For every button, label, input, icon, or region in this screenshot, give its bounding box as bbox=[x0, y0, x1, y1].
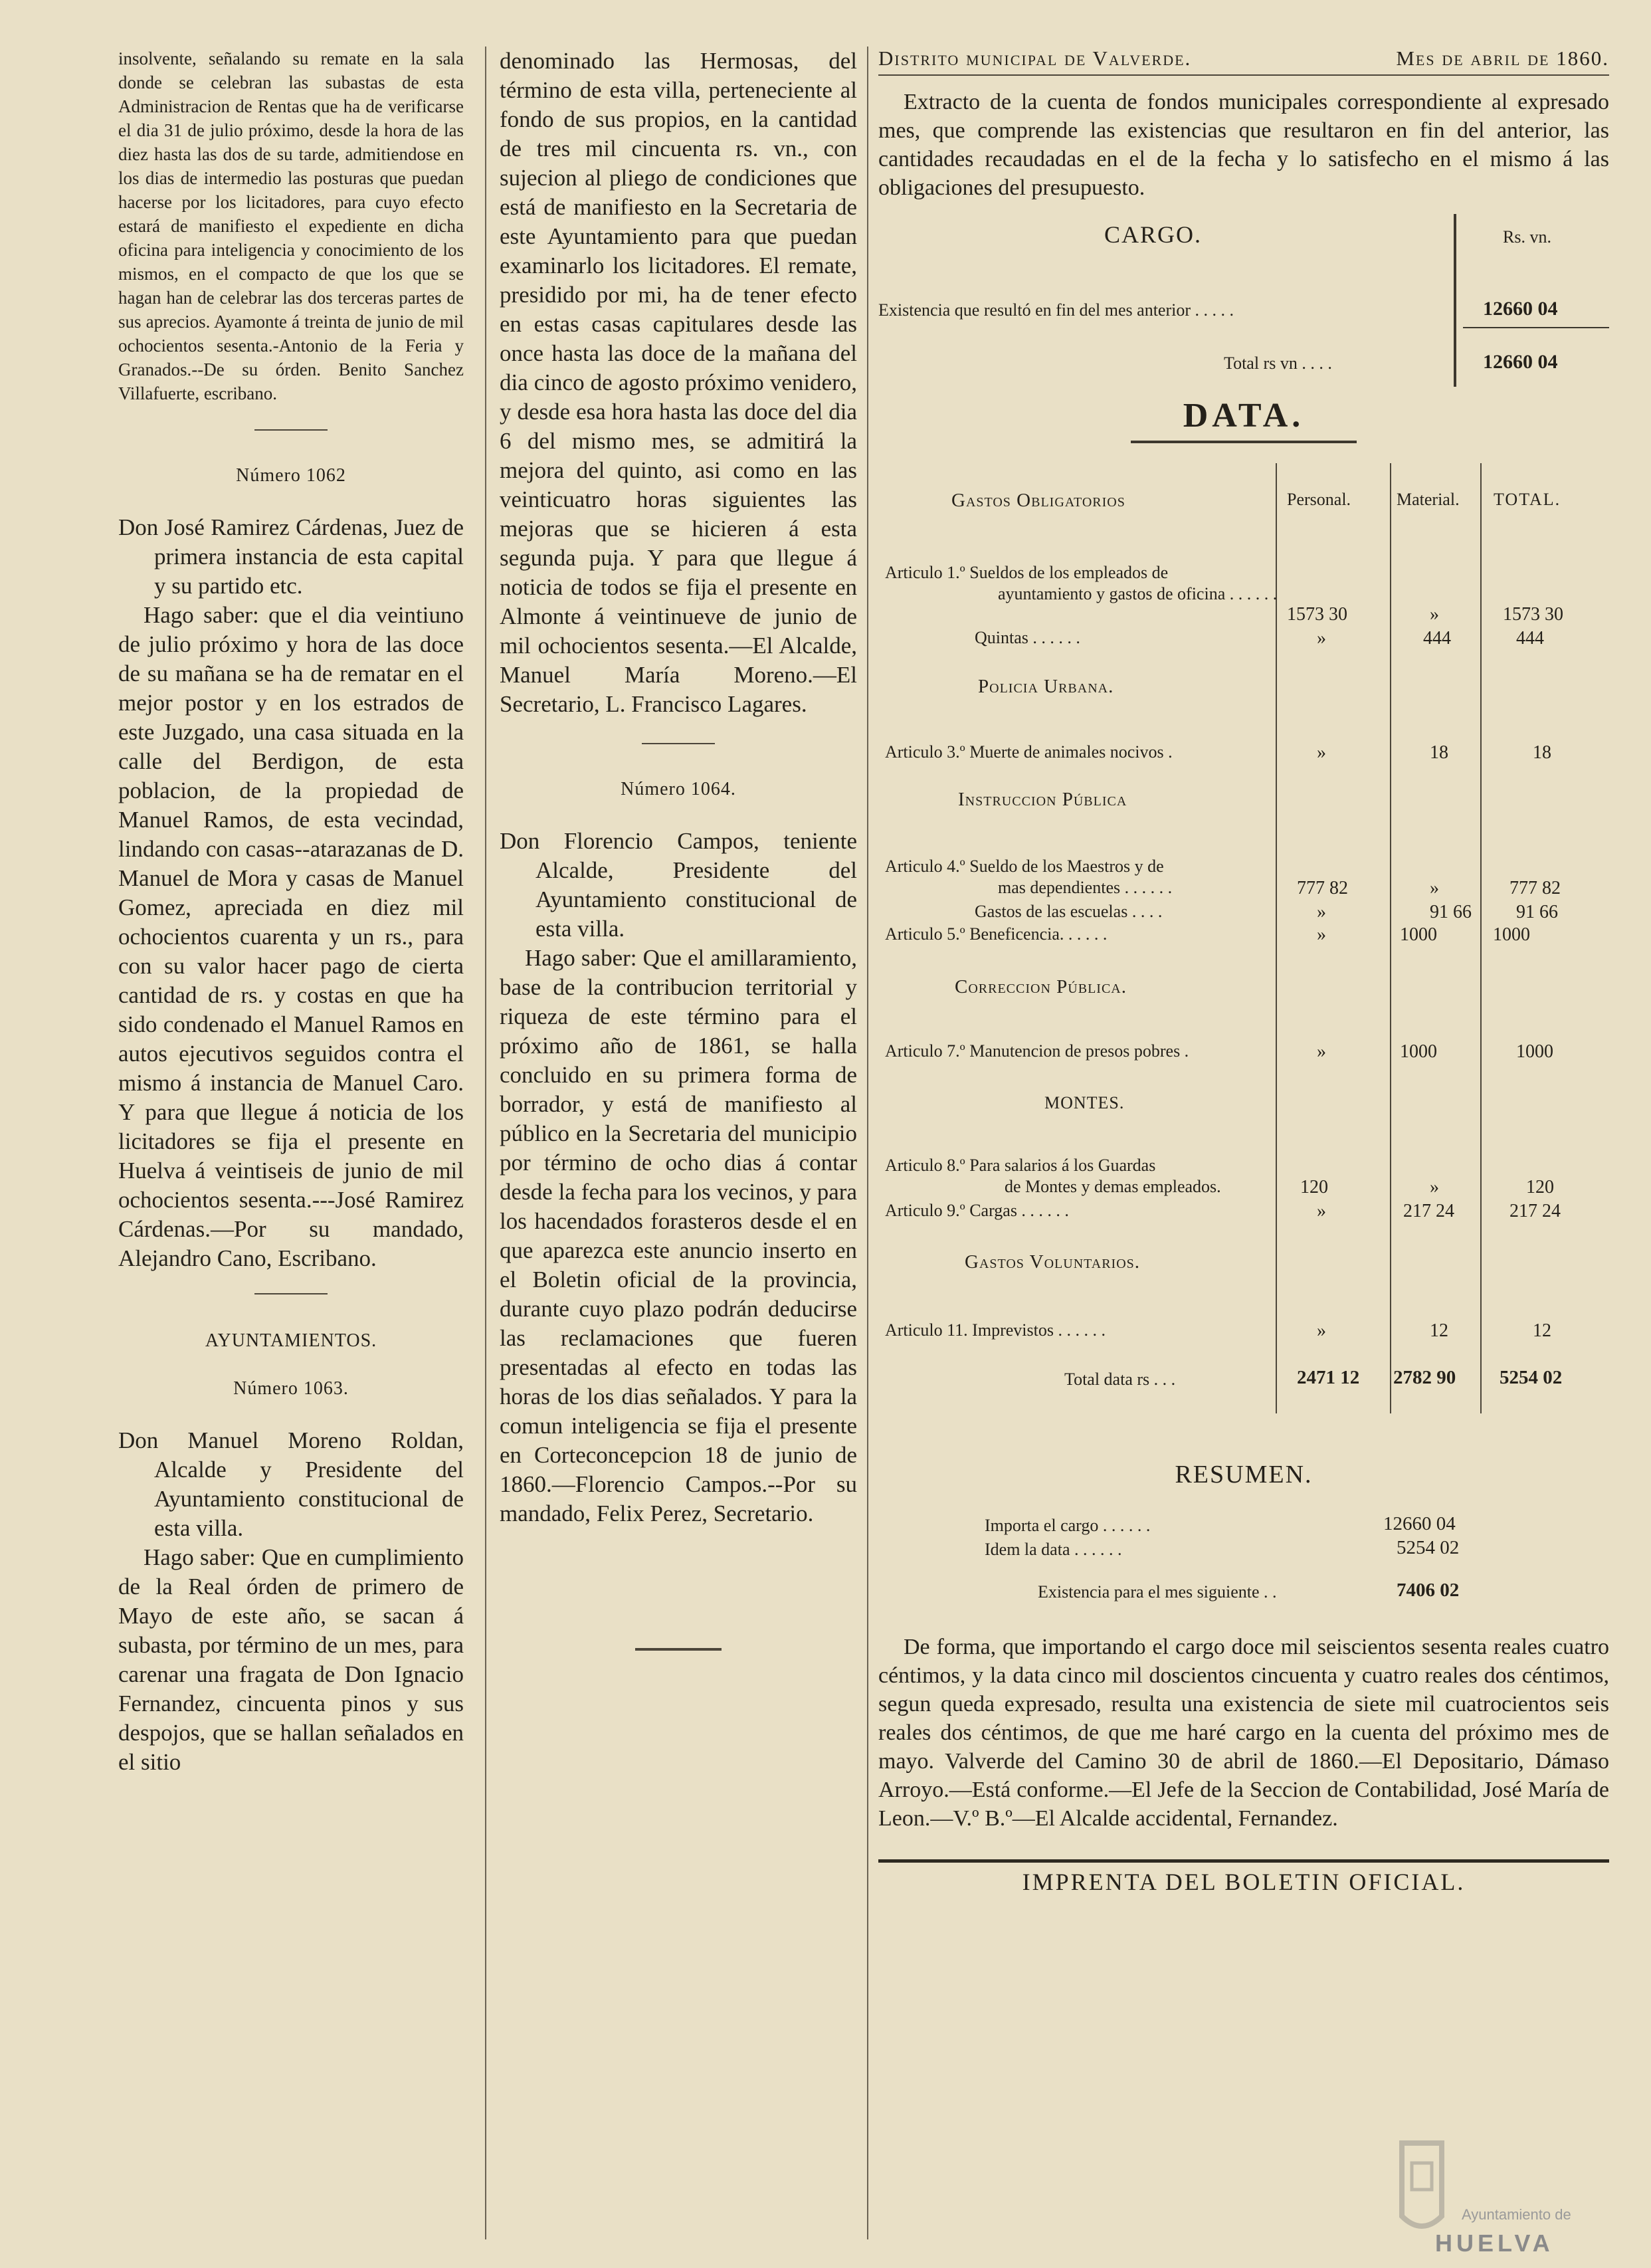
value-total: 18 bbox=[1533, 742, 1551, 763]
ornament-rule bbox=[1131, 441, 1357, 443]
account-header bbox=[878, 47, 1609, 76]
data-table bbox=[878, 463, 1609, 1447]
value-material: 1000 bbox=[1400, 924, 1437, 945]
value-total: 120 bbox=[1526, 1177, 1554, 1197]
notice-number: Número 1062 bbox=[236, 465, 346, 486]
table-row: de Montes y demas empleados. bbox=[1005, 1177, 1221, 1196]
summary-value: 12660 04 bbox=[1383, 1513, 1456, 1534]
header-gastos: Gastos Obligatorios bbox=[951, 490, 1125, 511]
edict-heading: Don José Ramirez Cárdenas, Juez de primera instancia de esta capital y su partido etc. bbox=[118, 514, 464, 599]
subsection-heading: Correccion Pública. bbox=[955, 976, 1127, 997]
cargo-total-value: 12660 04 bbox=[1483, 351, 1558, 373]
value-personal: » bbox=[1317, 1320, 1326, 1341]
value-total: 1573 30 bbox=[1503, 604, 1563, 625]
edict-heading: Don Florencio Campos, teniente Alcalde, Presidente del Ayuntamiento constitucional de esta villa. bbox=[500, 828, 857, 942]
account-extract: Extracto de la cuenta de fondos municipales correspondiente al expresado mes, que comprende las existencias que resultaron en fin del anterior, las cantidades recaudadas en el de la fecha y lo satisfecho en el mismo á las obligaciones del presupuesto. bbox=[878, 90, 1609, 200]
table-row: mas dependientes . . . . . . bbox=[998, 878, 1173, 897]
total-row-label: Total data rs . . . bbox=[1064, 1370, 1176, 1389]
divider bbox=[635, 1648, 722, 1651]
value-personal: » bbox=[1317, 1041, 1326, 1062]
value-material: » bbox=[1430, 604, 1439, 625]
edict-body: Hago saber: Que en cumplimiento de la Real órden de primero de Mayo de este año, se sacan á subasta, por término de un mes, para carenar una fragata de Don Ignacio Fernandez, cincuenta pinos y sus despojos, que se hallan señalados en el sitio bbox=[118, 1544, 464, 1775]
notice-number: Número 1064. bbox=[621, 779, 736, 799]
divider bbox=[642, 743, 715, 744]
edict-body: Hago saber: Que el amillaramiento, base de la contribucion territorial y riqueza de este término para el próximo año de 1861, se halla concluido en su primera forma de borrador, y está de manifiesto al público en la Secretaria del municipio por término de ocho dias á contar desde la fecha para los vecinos, y para los hacendados forasteros desde el en que aparezca este anuncio inserto en el Boletin oficial de la provincia, durante cuyo plazo podrán deducirse las reclamaciones que fueren presentadas al efecto en todas las horas de los dias señalados. Y para la comun inteligencia se fija el presente en Corteconcepcion 18 de junio de 1860.—Florencio Campos.--Por su mandado, Felix Perez, Secretario. bbox=[500, 945, 857, 1526]
subsection-heading: Policia Urbana. bbox=[978, 676, 1114, 697]
watermark-caption: Ayuntamiento de bbox=[1462, 2206, 1571, 2223]
closing-paragraph: De forma, que importando el cargo doce mil seiscientos sesenta reales cuatro céntimos, y la data cinco mil doscientos cincuenta y cuatro reales dos céntimos, segun queda expresado, resulta una existencia de siete mil cuatrocientos seis reales dos céntimos, de que me haré cargo en la cuenta del próximo mes de mayo. Valverde del Camino 30 de abril de 1860.—El Depositario, Dámaso Arroyo.—Está conforme.—El Jefe de la Seccion de Contabilidad, José María de Leon.—V.º B.º—El Alcalde accidental, Fernandez. bbox=[878, 1635, 1609, 1831]
value-total: 12 bbox=[1533, 1320, 1551, 1341]
table-row: Articulo 4.º Sueldo de los Maestros y de bbox=[885, 857, 1164, 876]
header-material: Material. bbox=[1397, 490, 1460, 509]
table-rule bbox=[1390, 463, 1391, 1413]
cargo-table bbox=[878, 214, 1609, 387]
subsection-heading: MONTES. bbox=[1044, 1093, 1125, 1112]
cargo-rule bbox=[1454, 214, 1456, 387]
value-material: 1000 bbox=[1400, 1041, 1437, 1062]
value-total: 217 24 bbox=[1509, 1201, 1561, 1221]
section-heading: AYUNTAMIENTOS. bbox=[205, 1330, 377, 1351]
watermark-name: HUELVA bbox=[1435, 2229, 1554, 2257]
notice-number: Número 1063. bbox=[233, 1378, 349, 1399]
value-material: 18 bbox=[1430, 742, 1448, 763]
summary-title: RESUMEN. bbox=[1175, 1461, 1313, 1489]
table-row: Gastos de las escuelas . . . . bbox=[975, 902, 1163, 921]
cargo-title: CARGO. bbox=[1104, 221, 1203, 248]
table-row: Articulo 9.º Cargas . . . . . . bbox=[885, 1201, 1069, 1220]
summary-value: 5254 02 bbox=[1397, 1537, 1460, 1558]
edict-heading: Don Manuel Moreno Roldan, Alcalde y Presidente del Ayuntamiento constitucional de esta villa. bbox=[118, 1427, 464, 1541]
data-title: DATA. bbox=[1183, 397, 1305, 435]
cargo-row-label: Existencia que resultó en fin del mes anterior . . . . . bbox=[878, 300, 1234, 320]
divider bbox=[254, 429, 328, 431]
value-personal: » bbox=[1317, 742, 1326, 763]
table-rule bbox=[1480, 463, 1482, 1413]
table-row: Articulo 7.º Manutencion de presos pobres . bbox=[885, 1041, 1189, 1061]
value-personal: 777 82 bbox=[1297, 878, 1348, 898]
table-row: Articulo 5.º Beneficencia. . . . . . bbox=[885, 924, 1108, 944]
edict-body-continued: denominado las Hermosas, del término de esta villa, perteneciente al fondo de sus propios, en la cantidad de tres mil cincuenta rs. vn., con sujecion al pliego de condiciones que está de manifiesto en la Secretaria de este Ayuntamiento para que puedan examinarlo los licitadores. El remate, presidido por mi, ha de tener efecto en estas casas capitulares desde las once hasta las doce de la mañana del dia cinco de agosto próximo venidero, y desde esa hora hasta las doce del dia 6 del mismo mes, se admitirá la mejora del quinto, asi como en las veinticuatro horas siguientes las mejoras que se hicieren á esta segunda puja. Y para que llegue á noticia de todos se fija el presente en Almonte á veintinueve de junio de mil ochocientos sesenta.—El Alcalde, Manuel María Moreno.—El Secretario, L. Francisco Lagares. bbox=[500, 48, 857, 717]
total-total: 5254 02 bbox=[1500, 1367, 1563, 1388]
value-personal: » bbox=[1317, 628, 1326, 649]
column-2 bbox=[500, 47, 857, 1664]
column-3 bbox=[878, 47, 1609, 1896]
summary-label: Idem la data . . . . . . bbox=[985, 1540, 1122, 1559]
table-row: Articulo 1.º Sueldos de los empleados de bbox=[885, 563, 1169, 582]
value-total: 91 66 bbox=[1516, 902, 1558, 922]
table-row: Articulo 8.º Para salarios á los Guardas bbox=[885, 1156, 1156, 1175]
value-personal: » bbox=[1317, 902, 1326, 922]
column-rule-1 bbox=[485, 47, 486, 2239]
summary-label: Existencia para el mes siguiente . . bbox=[1038, 1582, 1277, 1601]
total-material: 2782 90 bbox=[1393, 1367, 1456, 1388]
value-total: 777 82 bbox=[1509, 878, 1561, 898]
notice-continuation: insolvente, señalando su remate en la sala donde se celebran las subastas de esta Administracion de Rentas que ha de verificarse el dia 31 de julio próximo, desde la hora de las diez hasta las dos de su tarde, admitiendose en los dias de intermedio las posturas que puedan hacerse por los licitadores, para cuyo efecto estará de manifiesto el expediente en dicha oficina para inteligencia y conocimiento de los mismos, en el compacto de que los que se hagan han de celebrar las dos terceras partes de sus aprecios. Ayamonte á treinta de junio de mil ochocientos sesenta.-Antonio de la Feria y Granados.--De su órden. Benito Sanchez Villafuerte, escribano. bbox=[118, 49, 464, 403]
cargo-total-label: Total rs vn . . . . bbox=[1224, 354, 1332, 373]
subsection-heading: Gastos Voluntarios. bbox=[965, 1251, 1141, 1273]
table-row: Quintas . . . . . . bbox=[975, 628, 1080, 647]
column-rule-2 bbox=[867, 47, 868, 2239]
value-personal: 120 bbox=[1300, 1177, 1328, 1197]
edict-body: Hago saber: que el dia veintiuno de julio próximo y hora de las doce de su mañana se ha de rematar en el mejor postor y en los estrados de este Juzgado, una casa situada en la calle del Berdigon, de esta poblacion, de la propiedad de Manuel Ramos, de esta vecindad, lindando con casas--atarazanas de D. Manuel de Mora y casas de Manuel Gomez, apreciada en diez mil ochocientos cuarenta y un rs., para con su valor hacer pago de cierta cantidad de rs. y costas en que ha sido condenado el Manuel Ramos en autos ejecutivos seguidos contra el mismo á instancia de Manuel Caro. Y para que llegue á noticia de los licitadores se fija el presente en Huelva á veintiseis de junio de mil ochocientos sesenta.---José Ramirez Cárdenas.—Por su mandado, Alejandro Cano, Escribano. bbox=[118, 602, 464, 1271]
value-personal: 1573 30 bbox=[1287, 604, 1347, 625]
value-total: 1000 bbox=[1516, 1041, 1553, 1062]
value-material: 444 bbox=[1423, 628, 1451, 649]
value-material: » bbox=[1430, 878, 1439, 898]
summary-table bbox=[878, 1489, 1609, 1615]
value-material: 91 66 bbox=[1430, 902, 1472, 922]
district-name: Distrito municipal de Valverde. bbox=[878, 47, 1192, 70]
table-row: Articulo 11. Imprevistos . . . . . . bbox=[885, 1320, 1106, 1340]
cargo-row-value: 12660 04 bbox=[1483, 298, 1558, 320]
header-total: TOTAL. bbox=[1494, 490, 1561, 509]
summary-value: 7406 02 bbox=[1397, 1580, 1460, 1601]
table-rule bbox=[1276, 463, 1277, 1413]
value-material: 12 bbox=[1430, 1320, 1448, 1341]
printer-imprint: IMPRENTA DEL BOLETIN OFICIAL. bbox=[878, 1859, 1609, 1896]
value-material: 217 24 bbox=[1403, 1201, 1454, 1221]
summary-label: Importa el cargo . . . . . . bbox=[985, 1516, 1151, 1535]
cargo-currency: Rs. vn. bbox=[1503, 227, 1551, 247]
header-personal: Personal. bbox=[1287, 490, 1351, 509]
table-row: ayuntamiento y gastos de oficina . . . . . . bbox=[998, 584, 1278, 603]
value-personal: » bbox=[1317, 1201, 1326, 1221]
cargo-sum-rule bbox=[1463, 327, 1609, 328]
divider bbox=[254, 1293, 328, 1294]
value-personal: » bbox=[1317, 924, 1326, 945]
table-row: Articulo 3.º Muerte de animales nocivos . bbox=[885, 742, 1173, 762]
value-total: 1000 bbox=[1493, 924, 1530, 945]
value-material: » bbox=[1430, 1177, 1439, 1197]
total-personal: 2471 12 bbox=[1297, 1367, 1360, 1388]
value-total: 444 bbox=[1516, 628, 1544, 649]
account-month: Mes de abril de 1860. bbox=[1396, 47, 1609, 70]
column-1 bbox=[118, 47, 464, 1777]
subsection-heading: Instruccion Pública bbox=[958, 789, 1127, 810]
